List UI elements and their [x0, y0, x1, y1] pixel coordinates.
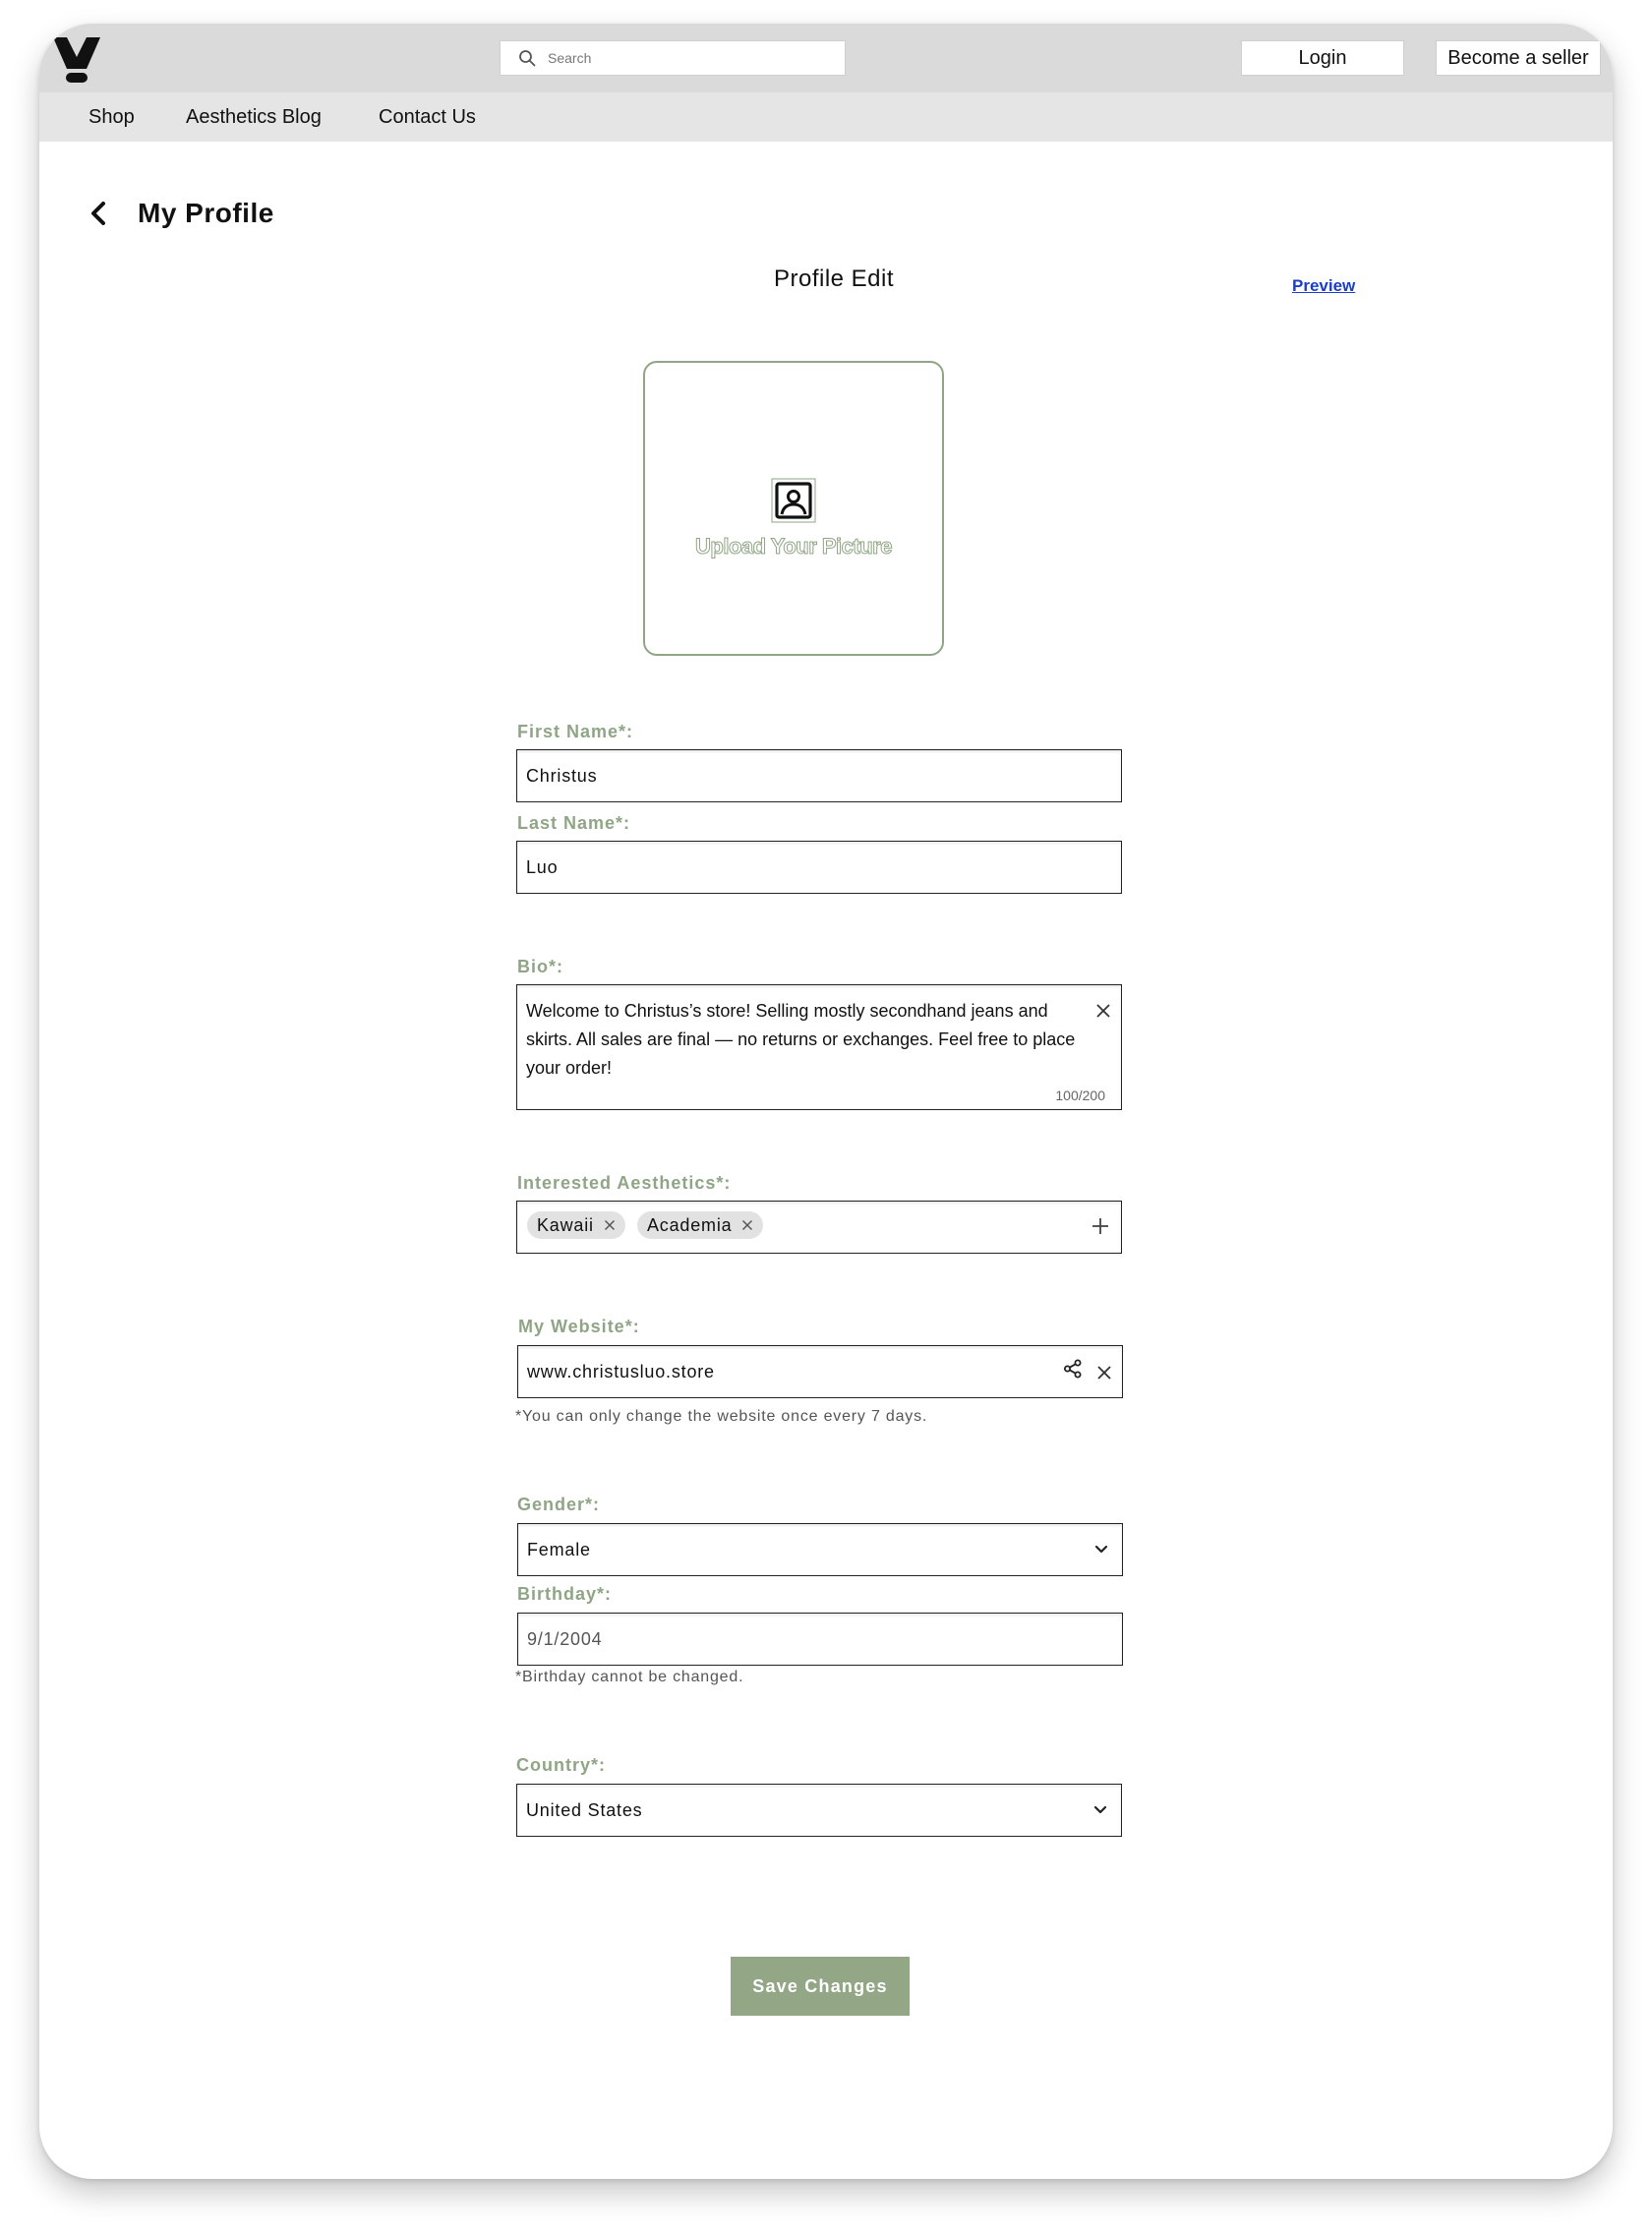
- upload-label: Upload Your Picture: [695, 534, 892, 558]
- top-bar: [39, 24, 1613, 92]
- save-changes-button[interactable]: Save Changes: [731, 1957, 910, 2016]
- app-window: [39, 24, 1613, 2179]
- aesthetics-tag-field[interactable]: [516, 1201, 1122, 1254]
- bio-textarea[interactable]: [516, 984, 1122, 1110]
- last-name-field[interactable]: [516, 841, 1122, 894]
- tag-label: Academia: [647, 1214, 733, 1235]
- tag-label: Kawaii: [537, 1214, 594, 1235]
- last-name-input[interactable]: [526, 842, 1070, 893]
- website-input[interactable]: [527, 1346, 1038, 1397]
- birthday-label: Birthday*:: [517, 1584, 613, 1604]
- remove-tag-icon[interactable]: [741, 1219, 753, 1231]
- chevron-down-icon[interactable]: [1093, 1543, 1109, 1557]
- chevron-down-icon[interactable]: [1092, 1803, 1108, 1817]
- clear-website-icon[interactable]: [1096, 1365, 1112, 1381]
- birthday-hint: *Birthday cannot be changed.: [515, 1669, 744, 1685]
- preview-link[interactable]: Preview: [1292, 276, 1356, 295]
- last-name-label: Last Name*:: [517, 813, 631, 833]
- upload-picture-box[interactable]: [643, 361, 944, 656]
- country-label: Country*:: [516, 1755, 606, 1775]
- gender-select[interactable]: [517, 1523, 1123, 1576]
- clear-bio-icon[interactable]: [1095, 1003, 1111, 1019]
- remove-tag-icon[interactable]: [604, 1219, 616, 1231]
- website-field[interactable]: [517, 1345, 1123, 1398]
- first-name-field[interactable]: [516, 749, 1122, 802]
- nav-item-contact-us[interactable]: Contact Us: [379, 106, 476, 128]
- nav-bar: [39, 92, 1613, 142]
- chevron-left-icon[interactable]: [87, 199, 112, 228]
- share-icon[interactable]: [1063, 1359, 1083, 1379]
- v-logo-icon[interactable]: [51, 35, 102, 85]
- bio-text[interactable]: Welcome to Christus’s store! Selling mostly secondhand jeans and skirts. All sales are final — no returns or exchanges. Feel free to place your order!: [526, 1001, 1076, 1078]
- portrait-icon: [771, 478, 816, 523]
- page-title: My Profile: [138, 198, 274, 228]
- website-label: My Website*:: [518, 1317, 640, 1336]
- search-icon: [518, 49, 536, 67]
- section-title: Profile Edit: [773, 265, 895, 292]
- become-seller-button[interactable]: Become a seller: [1436, 40, 1601, 76]
- birthday-value: [527, 1614, 1071, 1665]
- search-input[interactable]: [546, 49, 825, 67]
- website-hint: *You can only change the website once every 7 days.: [515, 1408, 928, 1425]
- country-value: [526, 1785, 1070, 1836]
- first-name-input[interactable]: [526, 750, 1070, 801]
- aesthetics-label: Interested Aesthetics*:: [517, 1173, 732, 1193]
- nav-item-aesthetics-blog[interactable]: Aesthetics Blog: [186, 106, 322, 128]
- login-button[interactable]: Login: [1241, 40, 1404, 76]
- add-tag-icon[interactable]: [1091, 1216, 1110, 1236]
- bio-label: Bio*:: [517, 957, 563, 976]
- tag-chip[interactable]: [637, 1211, 763, 1239]
- tag-chip[interactable]: [527, 1211, 625, 1239]
- search-bar[interactable]: [500, 40, 846, 76]
- gender-value: [527, 1524, 1071, 1575]
- birthday-field: [517, 1613, 1123, 1666]
- gender-label: Gender*:: [517, 1495, 601, 1514]
- country-select[interactable]: [516, 1784, 1122, 1837]
- bio-char-count: 100/200: [1055, 1088, 1105, 1103]
- first-name-label: First Name*:: [517, 722, 634, 741]
- nav-item-shop[interactable]: Shop: [88, 106, 135, 128]
